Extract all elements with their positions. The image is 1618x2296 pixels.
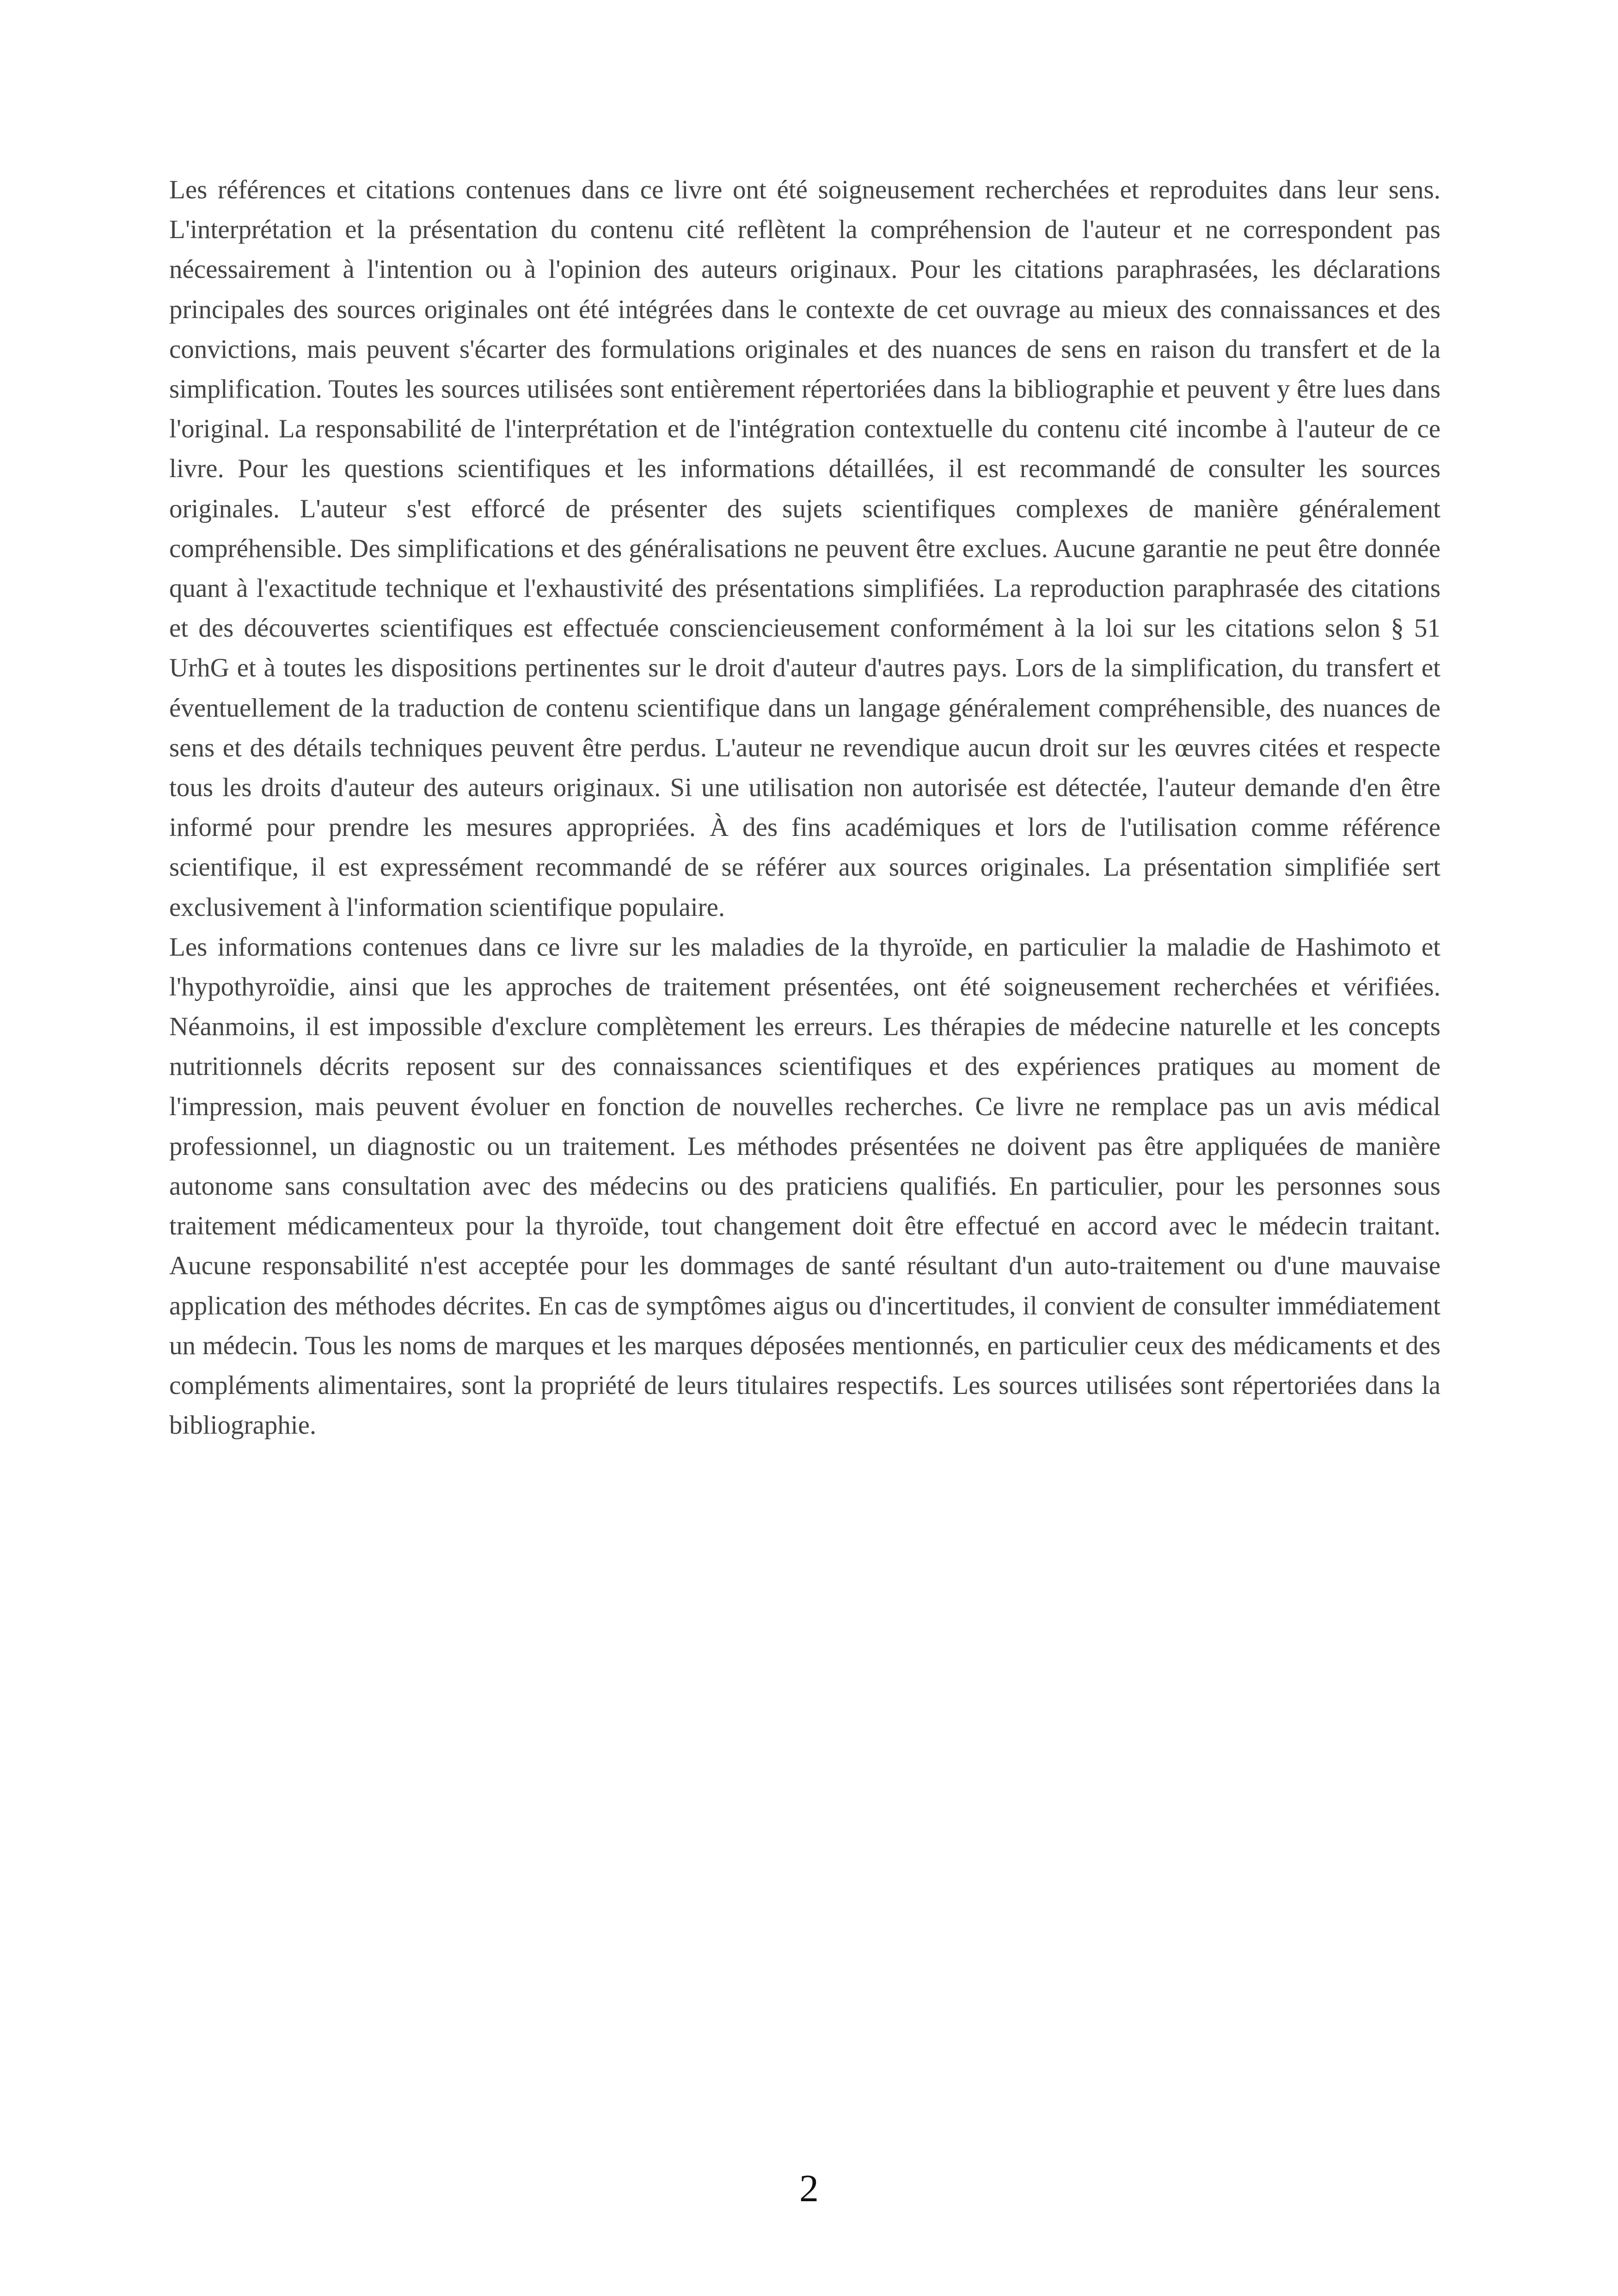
page-number: 2 <box>799 2167 819 2210</box>
body-text <box>169 170 1440 1446</box>
disclaimer-citations-paragraph: Les références et citations contenues dans ce livre ont été soigneusement recherchées et reproduites dans leur sens. L'interprétation et la présentation du contenu cité reflètent la compréhension de l'auteur et ne correspondent pas nécessairement à l'intention ou à l'opinion des auteurs originaux. Pour les citations paraphrasées, les déclarations principales des sources originales ont été intégrées dans le contexte de cet ouvrage au mieux des connaissances et des convictions, mais peuvent s'écarter des formulations originales et des nuances de sens en raison du transfert et de la simplification. Toutes les sources utilisées sont entièrement répertoriées dans la bibliographie et peuvent y être lues dans l'original. La responsabilité de l'interprétation et de l'intégration contextuelle du contenu cité incombe à l'auteur de ce livre. Pour les questions scientifiques et les informations détaillées, il est recommandé de consulter les sources originales. L'auteur s'est efforcé de présenter des sujets scientifiques complexes de manière généralement compréhensible. Des simplifications et des généralisations ne peuvent être exclues. Aucune garantie ne peut être donnée quant à l'exactitude technique et l'exhaustivité des présentations simplifiées. La reproduction paraphrasée des citations et des découvertes scientifiques est effectuée consciencieusement conformément à la loi sur les citations selon § 51 UrhG et à toutes les dispositions pertinentes sur le droit d'auteur d'autres pays. Lors de la simplification, du transfert et éventuellement de la traduction de contenu scientifique dans un langage généralement compréhensible, des nuances de sens et des détails techniques peuvent être perdus. L'auteur ne revendique aucun droit sur les œuvres citées et respecte tous les droits d'auteur des auteurs originaux. Si une utilisation non autorisée est détectée, l'auteur demande d'en être informé pour prendre les mesures appropriées. À des fins académiques et lors de l'utilisation comme référence scientifique, il est expressément recommandé de se référer aux sources originales. La présentation simplifiée sert exclusivement à l'information scientifique populaire. <box>169 175 1440 922</box>
disclaimer-medical-paragraph: Les informations contenues dans ce livre sur les maladies de la thyroïde, en particulier la maladie de Hashimoto et l'hypothyroïdie, ainsi que les approches de traitement présentées, ont été soigneusement recherchées et vérifiées. Néanmoins, il est impossible d'exclure complètement les erreurs. Les thérapies de médecine naturelle et les concepts nutritionnels décrits reposent sur des connaissances scientifiques et des expériences pratiques au moment de l'impression, mais peuvent évoluer en fonction de nouvelles recherches. Ce livre ne remplace pas un avis médical professionnel, un diagnostic ou un traitement. Les méthodes présentées ne doivent pas être appliquées de manière autonome sans consultation avec des médecins ou des praticiens qualifiés. En particulier, pour les personnes sous traitement médicamenteux pour la thyroïde, tout changement doit être effectué en accord avec le médecin traitant. Aucune responsabilité n'est acceptée pour les dommages de santé résultant d'un auto-traitement ou d'une mauvaise application des méthodes décrites. En cas de symptômes aigus ou d'incertitudes, il convient de consulter immédiatement un médecin. Tous les noms de marques et les marques déposées mentionnés, en particulier ceux des médicaments et des compléments alimentaires, sont la propriété de leurs titulaires respectifs. Les sources utilisées sont répertoriées dans la bibliographie. <box>169 932 1440 1440</box>
